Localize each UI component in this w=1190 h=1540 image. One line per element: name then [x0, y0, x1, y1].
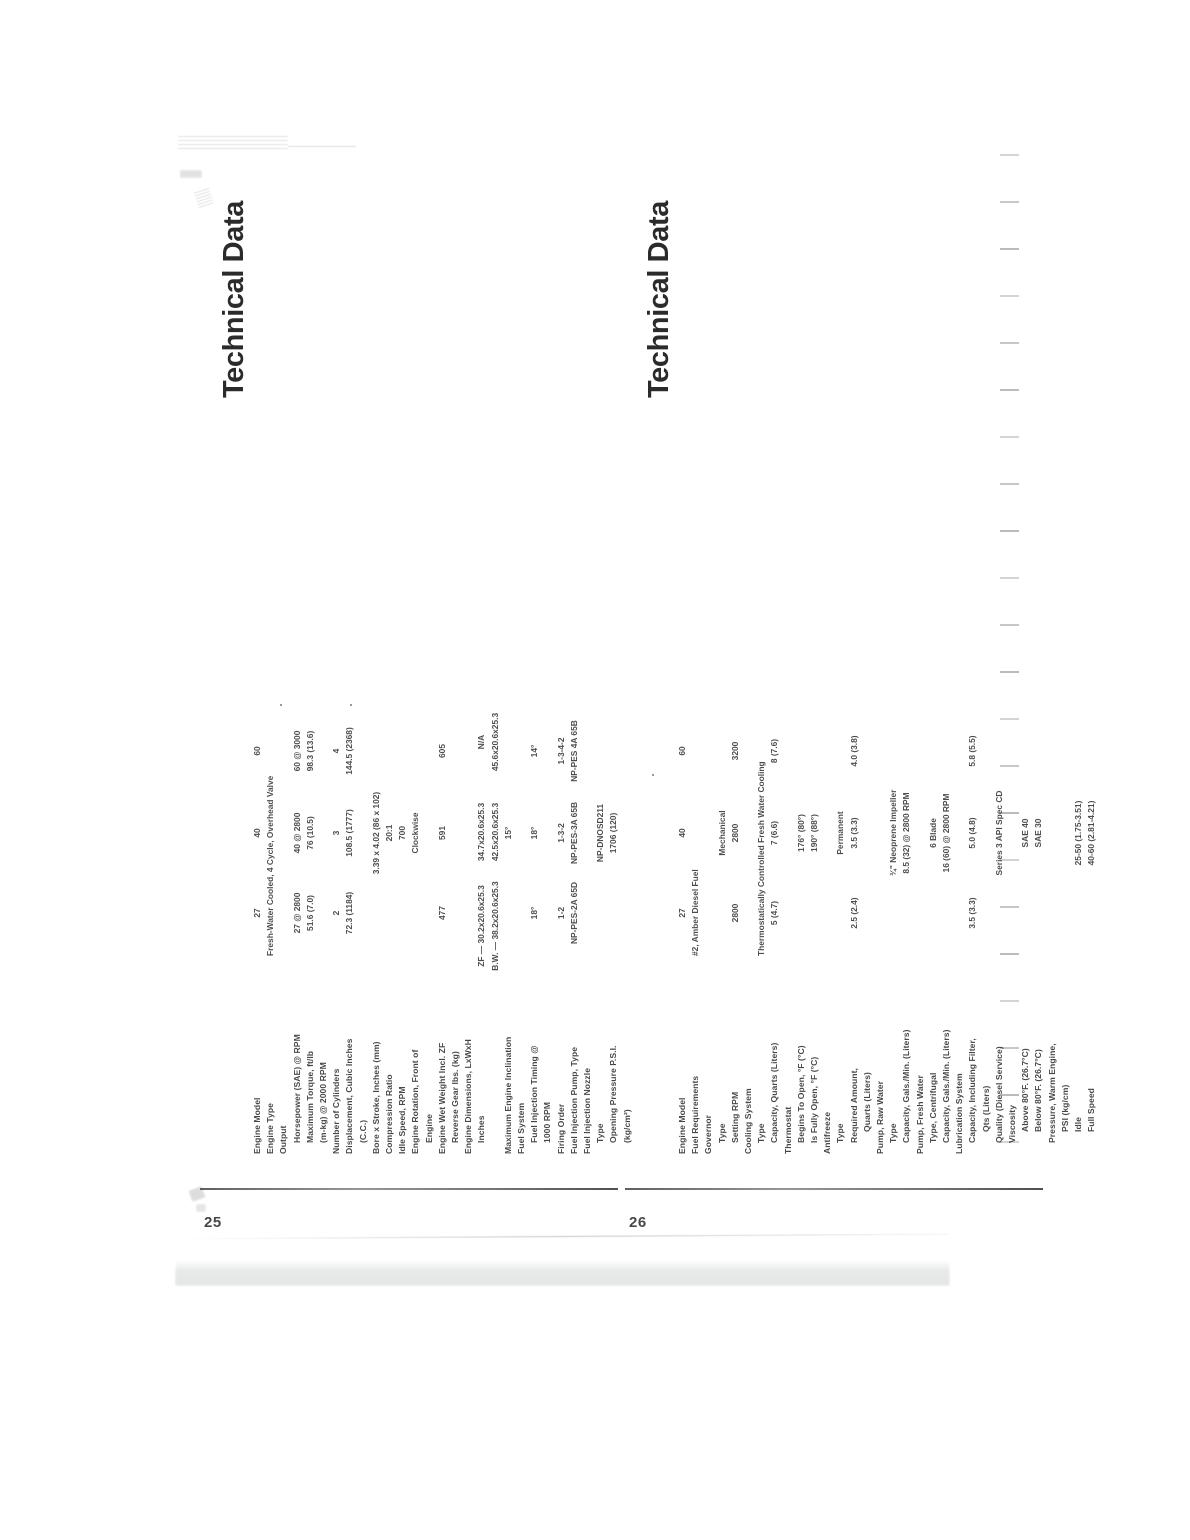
spec-row-center-value: 25-50 (1.75-3.51) — [1073, 800, 1083, 866]
spec-row-center-value: 40-60 (2.81-4.21) — [1086, 800, 1097, 866]
spec-cell-value: 5.0 (4.8) — [967, 817, 978, 849]
spec-cell-value: 72.3 (1184) — [344, 891, 355, 935]
spec-cell-value: 98.3 (13.6) — [304, 730, 315, 772]
spec-cell-value: 2.5 (2.4) — [848, 897, 859, 929]
spec-row-label: Type — [595, 1123, 606, 1143]
spec-row-label: Type — [835, 1123, 846, 1143]
spec-cell-value: 14° — [529, 744, 540, 758]
spec-row-label: Type — [888, 1123, 899, 1143]
spec-cell-value: 1-3-2 — [555, 823, 566, 843]
spec-cell-value: 7 (6.6) — [769, 820, 780, 846]
spec-row-center-value: Permanent — [835, 811, 846, 855]
spec-row-label: Opening Pressure P.S.I. — [608, 1045, 619, 1143]
scan-artifact-speck-d — [196, 1204, 206, 1212]
page-25-spec-table — [200, 176, 632, 1176]
spec-row-dimension-40: 34.7x20.6x25.3 — [476, 802, 487, 862]
spec-row-label: Maximum Engine Inclination — [502, 1036, 513, 1154]
spec-cell-value: 2800 — [729, 823, 740, 843]
spec-cell-value: 8 (7.6) — [769, 738, 780, 764]
spec-cell-value: 605 — [436, 744, 447, 758]
spec-row-label: Capacity, Quarts (Liters) — [769, 1042, 780, 1143]
spec-cell-value: 60 — [252, 746, 262, 756]
spec-cell-value: 40 — [252, 828, 262, 838]
spec-row-label: (C.C.) — [357, 1119, 368, 1143]
spec-row-label: Quarts (Liters) — [861, 1072, 872, 1132]
spec-row-center-value: SAE 40 — [1020, 818, 1031, 848]
spec-row-label: Maximum Torque, ft/lb — [304, 1050, 315, 1143]
manual-page-25 — [200, 190, 632, 1231]
spec-row-label: Horsepower (SAE) @ RPM — [291, 1034, 302, 1143]
spec-row-label: Viscosity — [1007, 1104, 1017, 1143]
spec-row-label: Engine Model — [677, 1097, 687, 1154]
spec-row-center-value: NP-DNOSD211 — [595, 803, 606, 863]
spec-row-label: Engine Dimensions, LxWxH — [463, 1039, 474, 1154]
spec-row-center-value: ¾" Neoprene Impeller — [888, 789, 899, 876]
spec-row-label: Output — [278, 1125, 289, 1154]
spec-row-label: Inches — [476, 1115, 487, 1143]
spec-row-dimension-27: ZF — 30.2x20.6x25.3 — [476, 885, 487, 967]
spec-row-label: Thermostat — [782, 1106, 793, 1154]
spec-row-label: Required Amount, — [848, 1068, 859, 1143]
spec-cell-value: 3 — [331, 830, 342, 836]
spec-cell-value: 60 @ 3000 — [291, 730, 302, 772]
spec-cell-value: 4.0 (3.8) — [848, 735, 859, 767]
spec-row-center-value: Clockwise — [410, 812, 421, 854]
scan-speck — [652, 774, 654, 776]
spec-row-center-value: 190° (88°) — [809, 814, 819, 852]
scan-speck — [280, 704, 282, 706]
spec-cell-value: 3.5 (3.3) — [848, 817, 859, 849]
spec-row-label: Above 80°F. (26.7°C) — [1020, 1048, 1031, 1132]
spec-cell-value: 1-3-4-2 — [555, 737, 566, 765]
spec-cell-value: 144.5 (2368) — [344, 727, 355, 775]
spec-row-label: Setting RPM — [729, 1091, 740, 1143]
spec-row-label: Number of Cylinders — [331, 1068, 342, 1154]
spec-row-label: Pump, Raw Water — [875, 1080, 885, 1154]
spec-cell-value: NP-PES-2A 65D — [568, 881, 579, 945]
spec-cell-value: 18° — [529, 826, 540, 840]
scan-artifact-top-line — [288, 146, 356, 147]
spec-row-label: PSI (kg/cm) — [1059, 1084, 1070, 1132]
spec-cell-value: NP-PES 4A 65B — [568, 720, 579, 782]
spec-row-center-value: 15° — [502, 826, 513, 840]
spec-cell-value: 2 — [331, 910, 342, 916]
spec-row-center-value: 176° (80°) — [795, 814, 806, 852]
spec-row-label: Cooling System — [743, 1088, 753, 1154]
spec-row-span-value: Fresh-Water Cooled, 4 Cycle, Overhead Valve — [265, 775, 276, 956]
spec-row-label: 1000 RPM — [542, 1101, 553, 1143]
spec-row-label: Compression Ratio — [384, 1074, 394, 1154]
spec-row-label: Is Fully Open, °F (°C) — [809, 1056, 819, 1143]
spec-row-label: Engine — [423, 1114, 434, 1143]
spec-row-label: Qts (Liters) — [980, 1085, 991, 1132]
scan-artifact-shadow-band — [175, 1258, 950, 1286]
spec-row-label: Type — [716, 1123, 727, 1143]
margin-tick — [1000, 154, 1019, 156]
spec-row-center-value: SAE 30 — [1033, 818, 1044, 848]
spec-row-center-value: 3.39 x 4.02 (86 x 102) — [370, 791, 381, 875]
spec-row-label: Begins To Open, °F (°C) — [795, 1045, 806, 1143]
spec-row-label: Antifreeze — [822, 1111, 833, 1154]
spec-row-label: Capacity, Gals./Min. (Liters) — [901, 1029, 912, 1143]
spec-row-label: Fuel Injection Pump, Type — [568, 1046, 579, 1154]
spec-cell-value: NP-PES-3A 65B — [568, 801, 579, 865]
spec-row-center-value: 700 — [397, 826, 408, 840]
spec-row-label: Engine Wet Weight Incl. ZF — [436, 1042, 447, 1154]
scan-artifact-top-left — [178, 136, 288, 152]
spec-row-label: Displacement, Cubic Inches — [344, 1038, 355, 1154]
spec-row-label: Capacity, Gals./Min. (Liters) — [941, 1029, 951, 1143]
spec-cell-value: 3200 — [729, 741, 740, 761]
scan-artifact-speck-a — [180, 170, 202, 178]
spec-row-label: Pressure, Warm Engine, — [1046, 1043, 1057, 1143]
scan-artifact-hairline — [175, 1234, 950, 1240]
spec-row-label: Full Speed — [1086, 1088, 1097, 1132]
spec-row-label: Fuel System — [516, 1102, 526, 1154]
spec-cell-value: 27 @ 2800 — [291, 892, 302, 934]
page-25-vertical-rule — [200, 1188, 618, 1190]
spec-cell-value: 5 (4.7) — [769, 900, 780, 926]
spec-row-dimension-60: 45.6x20.6x25.3 — [489, 712, 500, 772]
spec-cell-value: 18° — [529, 906, 540, 920]
spec-cell-value: 27 — [252, 908, 262, 918]
page-26-title: Technical Data — [643, 201, 675, 398]
spec-row-span-value: #2, Amber Diesel Fuel — [690, 869, 701, 956]
spec-cell-value: 5.8 (5.5) — [967, 735, 978, 767]
page-25-folio: 25 — [204, 1214, 222, 1231]
spec-cell-value: 76 (10.5) — [304, 816, 315, 850]
page-26-folio: 26 — [629, 1214, 647, 1231]
spec-row-center-value: Mechanical — [716, 810, 727, 856]
page-26-spec-table — [625, 176, 1097, 1176]
spec-row-label: Idle Speed, RPM — [397, 1086, 408, 1154]
spec-row-label: Fuel Injection Timing @ — [529, 1045, 540, 1143]
spec-row-label: Pump, Fresh Water — [914, 1075, 925, 1154]
spec-cell-value: 27 — [677, 908, 687, 918]
page-25-title: Technical Data — [218, 201, 250, 398]
spec-cell-value: 1-2 — [555, 906, 566, 920]
spec-row-label: Bore x Stroke, Inches (mm) — [370, 1041, 381, 1154]
spec-row-dimension-40: 42.5x20.6x25.3 — [489, 802, 500, 862]
spec-row-span-value: Thermostatically Controlled Fresh Water Cooling — [756, 761, 767, 956]
spec-row-label: Fuel Requirements — [690, 1075, 701, 1154]
spec-row-label: Below 80°F. (26.7°C) — [1033, 1049, 1044, 1132]
spec-row-center-value: 6 Blade — [927, 818, 938, 848]
spec-row-label: Type, Centrifugal — [927, 1072, 938, 1143]
spec-row-label: Quality (Diesel Service) — [993, 1046, 1004, 1143]
spec-cell-value: 4 — [331, 748, 342, 754]
spec-row-label: (m-kg) @ 2000 RPM — [318, 1062, 328, 1143]
spec-cell-value: 51.6 (7.0) — [304, 895, 315, 931]
spec-cell-value: 40 @ 2800 — [291, 812, 302, 854]
spec-row-label: Reverse Gear lbs. (kg) — [450, 1051, 460, 1143]
manual-page-26 — [625, 190, 1097, 1231]
scan-speck — [350, 704, 352, 706]
spec-cell-value: 2800 — [729, 903, 740, 923]
spec-row-center-value: 1706 (120) — [608, 812, 619, 854]
spec-row-label: Idle — [1073, 1116, 1083, 1132]
spec-row-label: Lubrication System — [954, 1073, 965, 1154]
spec-row-label: Engine Model — [252, 1097, 262, 1154]
spec-row-label: Engine Rotation, Front of — [410, 1049, 421, 1154]
spec-row-center-value: 20:1 — [384, 824, 394, 842]
spec-cell-value: 60 — [677, 746, 687, 756]
spec-row-center-value: 8.5 (32) @ 2800 RPM — [901, 792, 912, 874]
spec-row-label: Firing Order — [555, 1103, 566, 1154]
spec-row-label: (kg/cm²) — [621, 1109, 632, 1143]
spec-row-label: Engine Type — [265, 1102, 276, 1154]
spec-row-center-value: Series 3 API Spec CD — [993, 790, 1004, 876]
spec-cell-value: 40 — [677, 828, 687, 838]
spec-row-dimension-60: N/A — [476, 734, 487, 750]
spec-row-label: Capacity, Including Filter, — [967, 1038, 978, 1143]
spec-cell-value: 477 — [436, 906, 447, 920]
page-26-vertical-rule — [625, 1188, 1043, 1190]
spec-row-label: Type — [756, 1123, 767, 1143]
spec-cell-value: 591 — [436, 826, 447, 840]
spec-cell-value: 108.5 (1777) — [344, 809, 355, 857]
spec-row-label: Fuel Injection Nozzle — [582, 1067, 592, 1154]
spec-row-dimension-27: B.W. — 38.2x20.6x25.3 — [489, 881, 500, 971]
spec-row-center-value: 16 (60) @ 2800 RPM — [941, 793, 951, 873]
spec-row-label: Governor — [703, 1114, 714, 1154]
spec-cell-value: 3.5 (3.3) — [967, 897, 978, 929]
